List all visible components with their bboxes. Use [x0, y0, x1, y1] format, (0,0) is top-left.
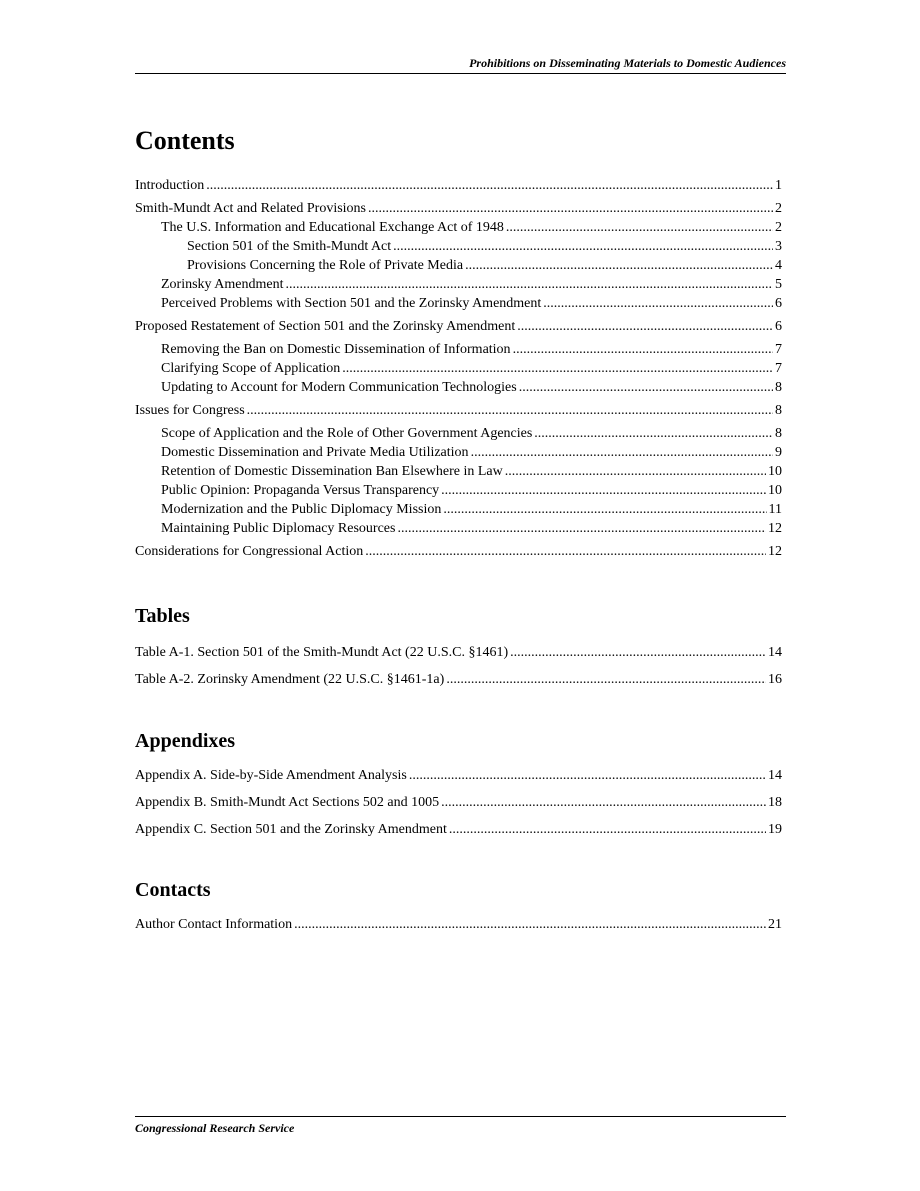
contacts-heading: Contacts: [135, 879, 211, 901]
footer-rule: [135, 1116, 786, 1117]
toc-entry[interactable]: Appendix B. Smith-Mundt Act Sections 502 and 1005 ..... 18: [135, 793, 782, 812]
header-rule: [135, 73, 786, 74]
toc-entry[interactable]: Section 501 of the Smith-Mundt Act ..... 3: [135, 237, 782, 256]
toc-entry[interactable]: Clarifying Scope of Application ..... 7: [135, 359, 782, 378]
toc-entry[interactable]: Scope of Application and the Role of Other Government Agencies ..... 8: [135, 424, 782, 443]
toc-entry[interactable]: Retention of Domestic Dissemination Ban Elsewhere in Law ..... 10: [135, 462, 782, 481]
toc-entry[interactable]: Domestic Dissemination and Private Media Utilization ..... 9: [135, 443, 782, 462]
toc-entry[interactable]: Author Contact Information ..... 21: [135, 915, 782, 934]
toc-entry[interactable]: Zorinsky Amendment ..... 5: [135, 275, 782, 294]
toc-entry[interactable]: Introduction ..... 1: [135, 176, 782, 195]
toc-entry[interactable]: Smith-Mundt Act and Related Provisions ..... 2: [135, 199, 782, 218]
toc-entry[interactable]: Public Opinion: Propaganda Versus Transparency ..... 10: [135, 481, 782, 500]
toc-entry[interactable]: Removing the Ban on Domestic Dissemination of Information ..... 7: [135, 340, 782, 359]
toc-entry[interactable]: Proposed Restatement of Section 501 and the Zorinsky Amendment ..... 6: [135, 317, 782, 336]
running-footer: Congressional Research Service: [135, 1121, 295, 1135]
toc-entry[interactable]: Modernization and the Public Diplomacy Mission ..... 11: [135, 500, 782, 519]
toc-entry[interactable]: Considerations for Congressional Action ..... 12: [135, 542, 782, 561]
toc-entry[interactable]: Appendix A. Side-by-Side Amendment Analysis ..... 14: [135, 766, 782, 785]
toc-entry[interactable]: Perceived Problems with Section 501 and the Zorinsky Amendment ..... 6: [135, 294, 782, 313]
tables-heading: Tables: [135, 605, 190, 627]
toc-entry[interactable]: Table A-1. Section 501 of the Smith-Mundt Act (22 U.S.C. §1461) ..... 14: [135, 643, 782, 662]
toc-entry[interactable]: The U.S. Information and Educational Exchange Act of 1948 ..... 2: [135, 218, 782, 237]
toc-entry[interactable]: Table A-2. Zorinsky Amendment (22 U.S.C. §1461-1a) ..... 16: [135, 670, 782, 689]
toc-entry[interactable]: Maintaining Public Diplomacy Resources ..... 12: [135, 519, 782, 538]
contents-heading: Contents: [135, 126, 235, 155]
running-header: Prohibitions on Disseminating Materials to Domestic Audiences: [469, 56, 786, 70]
toc-entry[interactable]: Issues for Congress ..... 8: [135, 401, 782, 420]
toc-entry[interactable]: Updating to Account for Modern Communication Technologies ..... 8: [135, 378, 782, 397]
toc-entry[interactable]: Appendix C. Section 501 and the Zorinsky Amendment ..... 19: [135, 820, 782, 839]
appendixes-heading: Appendixes: [135, 730, 236, 752]
toc-entry[interactable]: Provisions Concerning the Role of Private Media ..... 4: [135, 256, 782, 275]
toc-body: [135, 124, 782, 934]
